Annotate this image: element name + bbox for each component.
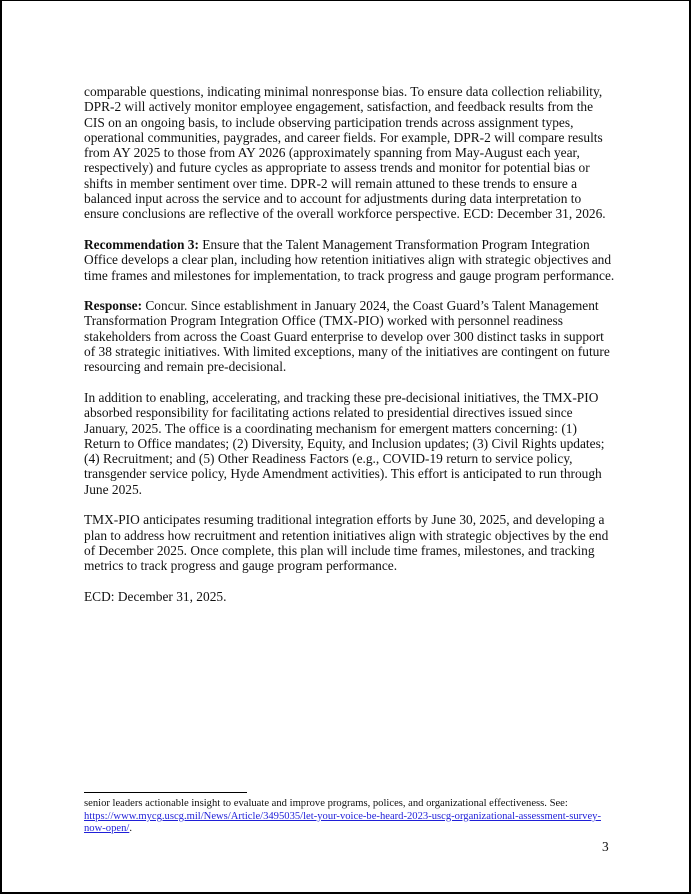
response-label: Response:: [84, 298, 143, 314]
footnote: [84, 798, 614, 836]
paragraph-integration-plan: TMX-PIO anticipates resuming traditional integration efforts by June 30, 2025, and developing a plan to address how recruitment and retention initiatives align with strategic objectives by the end of December 2025. Once complete, this plan will include time frames, milestones, and tracking metrics to track progress and gauge program performance.: [84, 512, 609, 574]
page-number: 3: [602, 839, 609, 854]
footnote-separator: [84, 792, 247, 793]
footnote-link[interactable]: https://www.mycg.uscg.mil/News/Article/3495035/let-your-voice-be-heard-2023-uscg-organizational-assessment-survey-now-open/: [84, 810, 601, 835]
recommendation-label: Recommendation 3:: [84, 236, 199, 252]
recommendation-text: Ensure that the Talent Management Transformation Program Integration Office develops a clear plan, including how retention initiatives align with strategic objectives and time frames and milestones for implementation, to track progress and gauge program performance.: [84, 236, 615, 283]
recommendation-3: [84, 237, 616, 283]
footnote-trailing: .: [129, 823, 132, 835]
ecd-statement: ECD: December 31, 2025.: [84, 588, 227, 604]
response-text: Concur. Since establishment in January 2024, the Coast Guard’s Talent Management Transformation Program Integration Office (TMX-PIO) worked with personnel readiness stakeholders from across the Coast Guard enterprise to develop over 300 distinct tasks in support of 38 strategic initiatives. With limited exceptions, many of the initiatives are contingent on future resourcing and remain pre-decisional.: [84, 298, 610, 375]
paragraph-presidential-directives: In addition to enabling, accelerating, and tracking these pre-decisional initiatives, the TMX-PIO absorbed responsibility for facilitating actions related to presidential directives issued since January, 2025. The office is a coordinating mechanism for emergent matters concerning: (1) Return to Office mandates; (2) Diversity, Equity, and Inclusion updates; (3) Civil Rights updates; (4) Recruitment; and (5) Other Readiness Factors (e.g., COVID-19 return to service policy, transgender service policy, Hyde Amendment activities). This effort is anticipated to run through June 2025.: [84, 389, 605, 497]
paragraph-data-collection: comparable questions, indicating minimal nonresponse bias. To ensure data collection reliability, DPR-2 will actively monitor employee engagement, satisfaction, and feedback results from the CIS on an ongoing basis, to include observing participation trends across assignment types, operational communities, paygrades, and career fields. For example, DPR-2 will compare results from AY 2025 to those from AY 2026 (approximately spanning from May-August each year, respectively) and future cycles as appropriate to assess trends and monitor for potential bias or shifts in member sentiment over time. DPR-2 will remain attuned to these trends to ensure a balanced input across the service and to account for adjustments during data interpretation to ensure conclusions are reflective of the overall workforce perspective. ECD: December 31, 2026.: [84, 84, 606, 222]
response-paragraph: [84, 298, 616, 374]
document-body: [84, 84, 616, 619]
footnote-text: senior leaders actionable insight to evaluate and improve programs, polices, and organizational effectiveness. See:: [84, 798, 568, 809]
